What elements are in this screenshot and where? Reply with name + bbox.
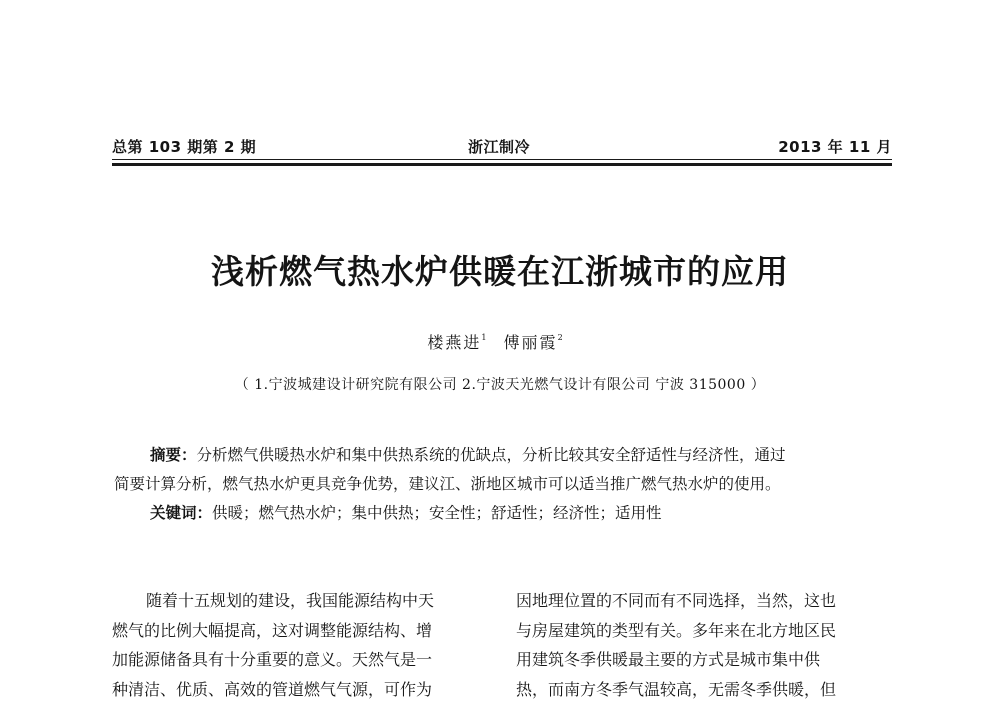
abstract-block xyxy=(114,441,889,528)
abstract-text: 分析燃气供暖热水炉和集中供热系统的优缺点，分析比较其安全舒适性与经济性，通过 xyxy=(197,446,786,464)
author-name: 楼燕进 xyxy=(427,333,481,352)
body-line: 热，而南方冬季气温较高，无需冬季供暖，但 xyxy=(516,675,894,704)
author-list xyxy=(0,330,1000,353)
body-column-left xyxy=(112,586,490,704)
body-line: 加能源储备具有十分重要的意义。天然气是一 xyxy=(112,645,490,675)
body-column-right xyxy=(516,586,894,704)
body-line: 用建筑冬季供暖最主要的方式是城市集中供 xyxy=(516,645,894,675)
body-line: 燃气的比例大幅提高，这对调整能源结构、增 xyxy=(112,616,490,646)
body-line: 随着十五规划的建设，我国能源结构中天 xyxy=(112,586,490,616)
issue-date: 2013 年 11 月 xyxy=(778,136,892,157)
keywords-label: 关键词： xyxy=(150,504,212,522)
keywords-text: 供暖；燃气热水炉；集中供热；安全性；舒适性；经济性；适用性 xyxy=(212,504,662,522)
journal-name: 浙江制冷 xyxy=(468,136,530,157)
running-header xyxy=(112,134,892,166)
issue-number: 总第 103 期第 2 期 xyxy=(112,136,256,157)
keywords-line xyxy=(114,499,889,528)
affiliation-mark: 1 xyxy=(481,333,488,342)
affiliation: （ 1.宁波城建设计研究院有限公司 2.宁波天光燃气设计有限公司 宁波 315000 ） xyxy=(0,374,1000,394)
header-rule-thin xyxy=(112,159,892,160)
body-line: 因地理位置的不同而有不同选择，当然，这也 xyxy=(516,586,894,616)
header-rule-thick xyxy=(112,163,892,166)
body-line: 种清洁、优质、高效的管道燃气气源，可作为 xyxy=(112,675,490,704)
body-line: 与房屋建筑的类型有关。多年来在北方地区民 xyxy=(516,616,894,646)
article-title: 浅析燃气热水炉供暖在江浙城市的应用 xyxy=(0,246,1000,293)
abstract-line: 简要计算分析，燃气热水炉更具竞争优势，建议江、浙地区城市可以适当推广燃气热水炉的使用。 xyxy=(114,470,889,499)
author-name: 傅丽霞 xyxy=(504,333,558,352)
affiliation-mark: 2 xyxy=(558,333,565,342)
abstract-line xyxy=(114,441,889,470)
abstract-label: 摘要： xyxy=(150,446,197,464)
